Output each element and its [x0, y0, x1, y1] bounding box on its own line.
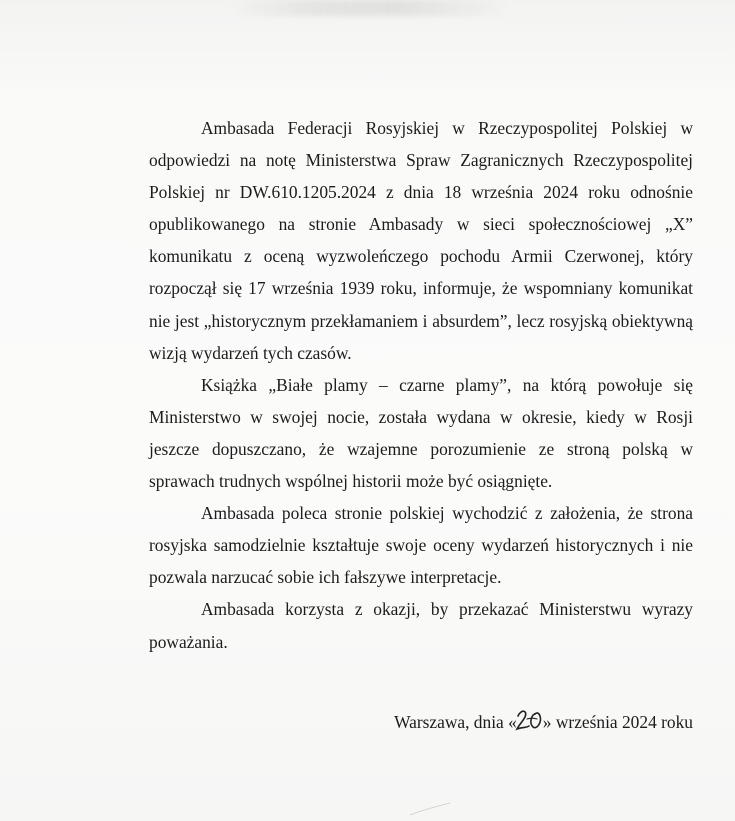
date-line — [394, 706, 693, 738]
handwritten-day — [517, 711, 543, 731]
paper-crease-mark — [400, 785, 460, 821]
paragraph-1: Ambasada Federacji Rosyjskiej w Rzeczypospolitej Polskiej w odpowiedzi na notę Ministerstwa Spraw Zagranicznych Rzeczypospolitej Polskiej nr DW.610.1205.2024 z dnia 18 września 2024 roku odnośnie opublikowanego na stronie Ambasady w sieci społecznościowej „X” komunikatu z oceną wyzwoleńczego pochodu Armii Czerwonej, który rozpoczął się 17 września 1939 roku, informuje, że wspomniany komunikat nie jest „historycznym przekłamaniem i absurdem”, lecz rosyjską obiektywną wizją wydarzeń tych czasów. — [149, 118, 693, 363]
paragraph-2: Książka „Białe plamy – czarne plamy”, na którą powołuje się Ministerstwo w swojej nocie, została wydana w okresie, kiedy w Rosji jeszcze dopuszczano, że wzajemne porozumienie ze stroną polską w sprawach trudnych wspólnej historii może być osiągnięte. — [149, 374, 693, 492]
paragraph-3: Ambasada poleca stronie polskiej wychodzić z założenia, że strona rosyjska samodzielnie kształtuje swoje oceny wydarzeń historycznych i nie pozwala narzucać sobie ich fałszywe interpretacje. — [149, 503, 693, 588]
show-through-bleed — [230, 0, 510, 16]
date-place-prefix: Warszawa, dnia « — [394, 712, 517, 732]
handwritten-day-glyph — [515, 707, 545, 733]
letter-body — [149, 112, 693, 658]
date-suffix: » września 2024 roku — [542, 712, 693, 732]
paragraph-4: Ambasada korzysta z okazji, by przekazać Ministerstwu wyrazy poważania. — [149, 599, 693, 652]
